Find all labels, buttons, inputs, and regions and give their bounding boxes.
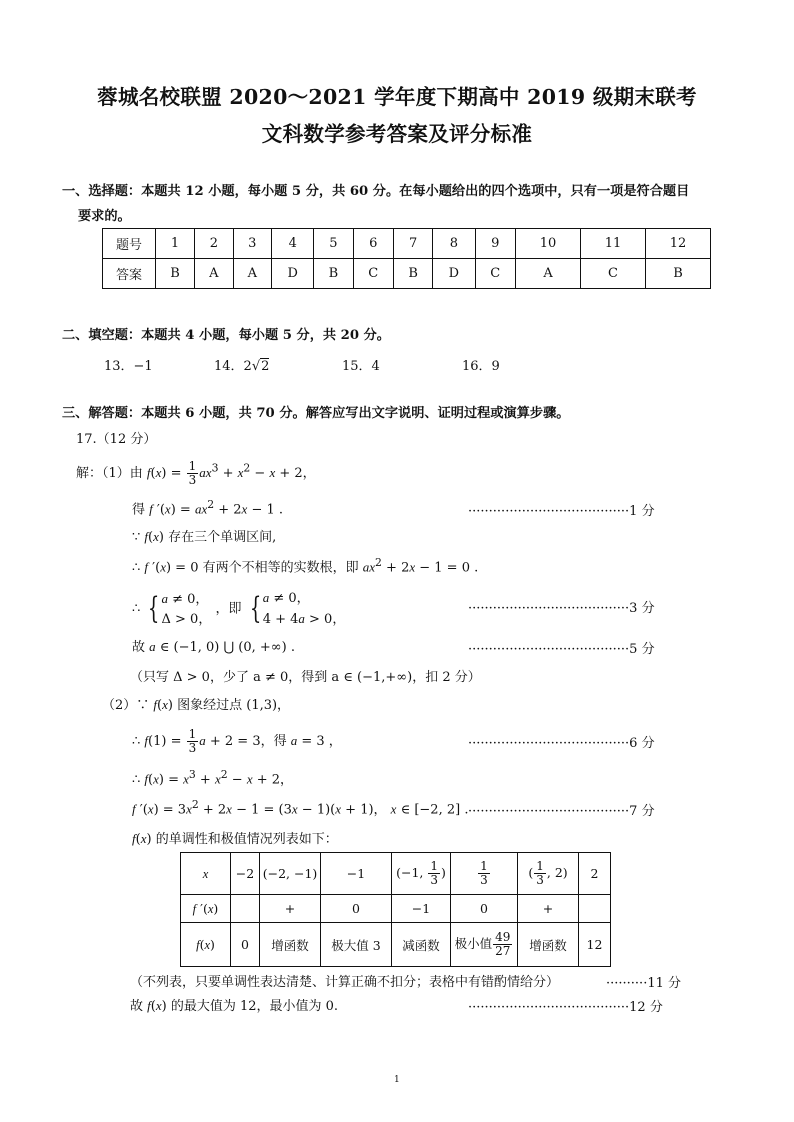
reason-line-1: ∵ f(x) 存在三个单调区间,	[132, 529, 277, 545]
mono-cell: 2	[579, 853, 611, 895]
q-number: 4	[272, 229, 314, 259]
mono-cell	[181, 853, 231, 895]
q-number: 10	[516, 229, 581, 259]
page-number: 1	[394, 1075, 400, 1085]
q-number: 9	[475, 229, 516, 259]
q-number: 5	[314, 229, 353, 259]
answer-14: 14．2√2	[214, 359, 270, 374]
mono-cell: (−1, $\frac{1}{3}$ )	[392, 853, 451, 895]
q-number: 2	[195, 229, 233, 259]
mono-cell	[231, 895, 260, 923]
mono-row-derivative	[181, 895, 611, 923]
score-1: ·······································1 分	[468, 504, 655, 519]
score-7: ·······································7 分	[468, 804, 655, 819]
answer-13: 13．−1	[104, 359, 153, 374]
answer-15: 15．4	[342, 359, 380, 374]
solution-line-1: 解：（1）由 f(x) = $\frac{1}{3}$ $ax^3 + x^2 - x + 2$，	[76, 459, 316, 487]
q-number: 7	[394, 229, 433, 259]
mono-cell: −1	[321, 853, 392, 895]
min-num: 49	[495, 930, 511, 944]
q-number: 6	[353, 229, 394, 259]
score-5: ·······································5 分	[468, 642, 655, 657]
mono-cell: ( $\frac{1}{3}$ , 2)	[518, 853, 579, 895]
mono-row-x	[181, 853, 611, 895]
section3-heading: 三、解答题：本题共 6 小题，共 70 分。解答应写出文字说明、证明过程或演算步骤。	[62, 406, 570, 421]
mono-cell: (−2, −1)	[260, 853, 321, 895]
result-line-1: 故 a ∈ (−1, 0) ⋃ (0, +∞) .	[132, 639, 295, 655]
q-number: 1	[156, 229, 195, 259]
mono-cell: 0	[321, 895, 392, 923]
table-note: （不列表，只要单调性表达清楚、计算正确不扣分；表格中有错酌情给分）	[130, 975, 560, 990]
answer-table-row-numbers	[103, 229, 711, 259]
mono-cell: f(x)	[181, 923, 231, 967]
mono-cell: 增函数	[518, 923, 579, 967]
solve-label: 解：（1）由	[76, 466, 143, 481]
mono-cell: −2	[231, 853, 260, 895]
answer-cell: A	[195, 259, 233, 289]
mono-cell: +	[260, 895, 321, 923]
mono-cell: $\frac{1}{3}$	[451, 853, 518, 895]
condition-system: ∴ { a ≠ 0， Δ > 0， ，即 { a ≠ 0， 4 + 4a > 0，	[132, 590, 346, 627]
part2-line-1: （2）∵ f(x) 图象经过点 (1,3)，	[102, 697, 291, 713]
min-value-fraction	[493, 931, 512, 958]
derivative-line: 得 f $'(x) = ax^2 + 2x - 1$ .	[132, 498, 284, 518]
fraction: $\frac{1}{3}$	[188, 459, 197, 487]
score-6: ·······································6 分	[468, 736, 655, 751]
part2-line-3: ∴ $f(x) = x^3 + x^2 - x + 2$，	[132, 768, 294, 788]
mono-var-x: x	[202, 866, 209, 881]
mono-cell: 0	[231, 923, 260, 967]
answer-cell: D	[433, 259, 475, 289]
mono-row-function	[181, 923, 611, 967]
min-label: 极小值	[454, 936, 493, 951]
answer-cell: B	[645, 259, 710, 289]
conclusion-text: 的最大值为 12，最小值为 0.	[170, 999, 339, 1014]
answer-table-label-q: 题号	[103, 229, 156, 259]
q-number: 11	[581, 229, 646, 259]
reason-line-2: ∴ f ′(x) = 0 有两个不相等的实数根，即 $ax^2 + 2x - 1 = 0$ .	[132, 556, 479, 576]
q-number: 8	[433, 229, 475, 259]
mono-cell: 极大值 3	[321, 923, 392, 967]
score-12: ·······································12 分	[468, 1000, 663, 1015]
answer-cell: B	[156, 259, 195, 289]
mono-cell: −1	[392, 895, 451, 923]
section1-heading: 一、选择题：本题共 12 小题，每小题 5 分，共 60 分。在每小题给出的四个选项中，只有一项是符合题目	[62, 184, 690, 199]
q-number: 12	[645, 229, 710, 259]
answer-cell: C	[353, 259, 394, 289]
table-intro: f(x) 的单调性和极值情况列表如下：	[132, 831, 338, 847]
mono-cell: 12	[579, 923, 611, 967]
monotonicity-table	[180, 852, 611, 967]
part2-line-4: f $'(x) = 3x^2 + 2x - 1 = (3x - 1)(x + 1)$， x ∈ [−2, 2] .	[132, 798, 469, 818]
answer-table-row-answers	[103, 259, 711, 289]
score-11: ··········11 分	[606, 976, 681, 991]
answer-cell: C	[475, 259, 516, 289]
deduction-note: （只写 Δ > 0，少了 a ≠ 0，得到 a ∈ (−1,+∞)，扣 2 分）	[130, 670, 481, 685]
section1-heading-cont: 要求的。	[78, 209, 131, 224]
answer-16: 16．9	[462, 359, 500, 374]
answer-cell: C	[581, 259, 646, 289]
score-3: ·······································3 分	[468, 601, 655, 616]
part2-label: （2）∵	[102, 698, 150, 713]
mono-cell: 增函数	[260, 923, 321, 967]
table-intro-text: 的单调性和极值情况列表如下：	[155, 832, 338, 847]
part2-line-2: ∴ f(1) = $\frac{1}{3}$ a + 2 = 3，得 a = 3 ，	[132, 727, 342, 755]
answer-table	[102, 228, 711, 289]
mono-cell	[451, 923, 518, 967]
answer-14-radicand: 2	[261, 359, 270, 374]
answer-cell: A	[516, 259, 581, 289]
answer-cell: B	[394, 259, 433, 289]
mono-cell: +	[518, 895, 579, 923]
answer-14-prefix: 14．2	[214, 359, 252, 374]
min-den: 27	[495, 944, 511, 958]
conclusion: 故 f(x) 的最大值为 12，最小值为 0.	[130, 998, 339, 1014]
mono-cell	[579, 895, 611, 923]
mono-cell: 0	[451, 895, 518, 923]
title-line-1: 蓉城名校联盟 2020～2021 学年度下期高中 2019 级期末联考	[97, 85, 697, 109]
section2-heading: 二、填空题：本题共 4 小题，每小题 5 分，共 20 分。	[62, 328, 390, 343]
mono-cell: f ′(x)	[181, 895, 231, 923]
answer-cell: D	[272, 259, 314, 289]
answer-cell: A	[233, 259, 271, 289]
fraction: $\frac{1}{3}$	[188, 727, 197, 755]
answer-table-label-a: 答案	[103, 259, 156, 289]
title-line-2: 文科数学参考答案及评分标准	[261, 122, 533, 146]
answer-cell: B	[314, 259, 353, 289]
problem-17-label: 17.（12 分）	[76, 432, 157, 447]
mono-cell: 减函数	[392, 923, 451, 967]
q-number: 3	[233, 229, 271, 259]
